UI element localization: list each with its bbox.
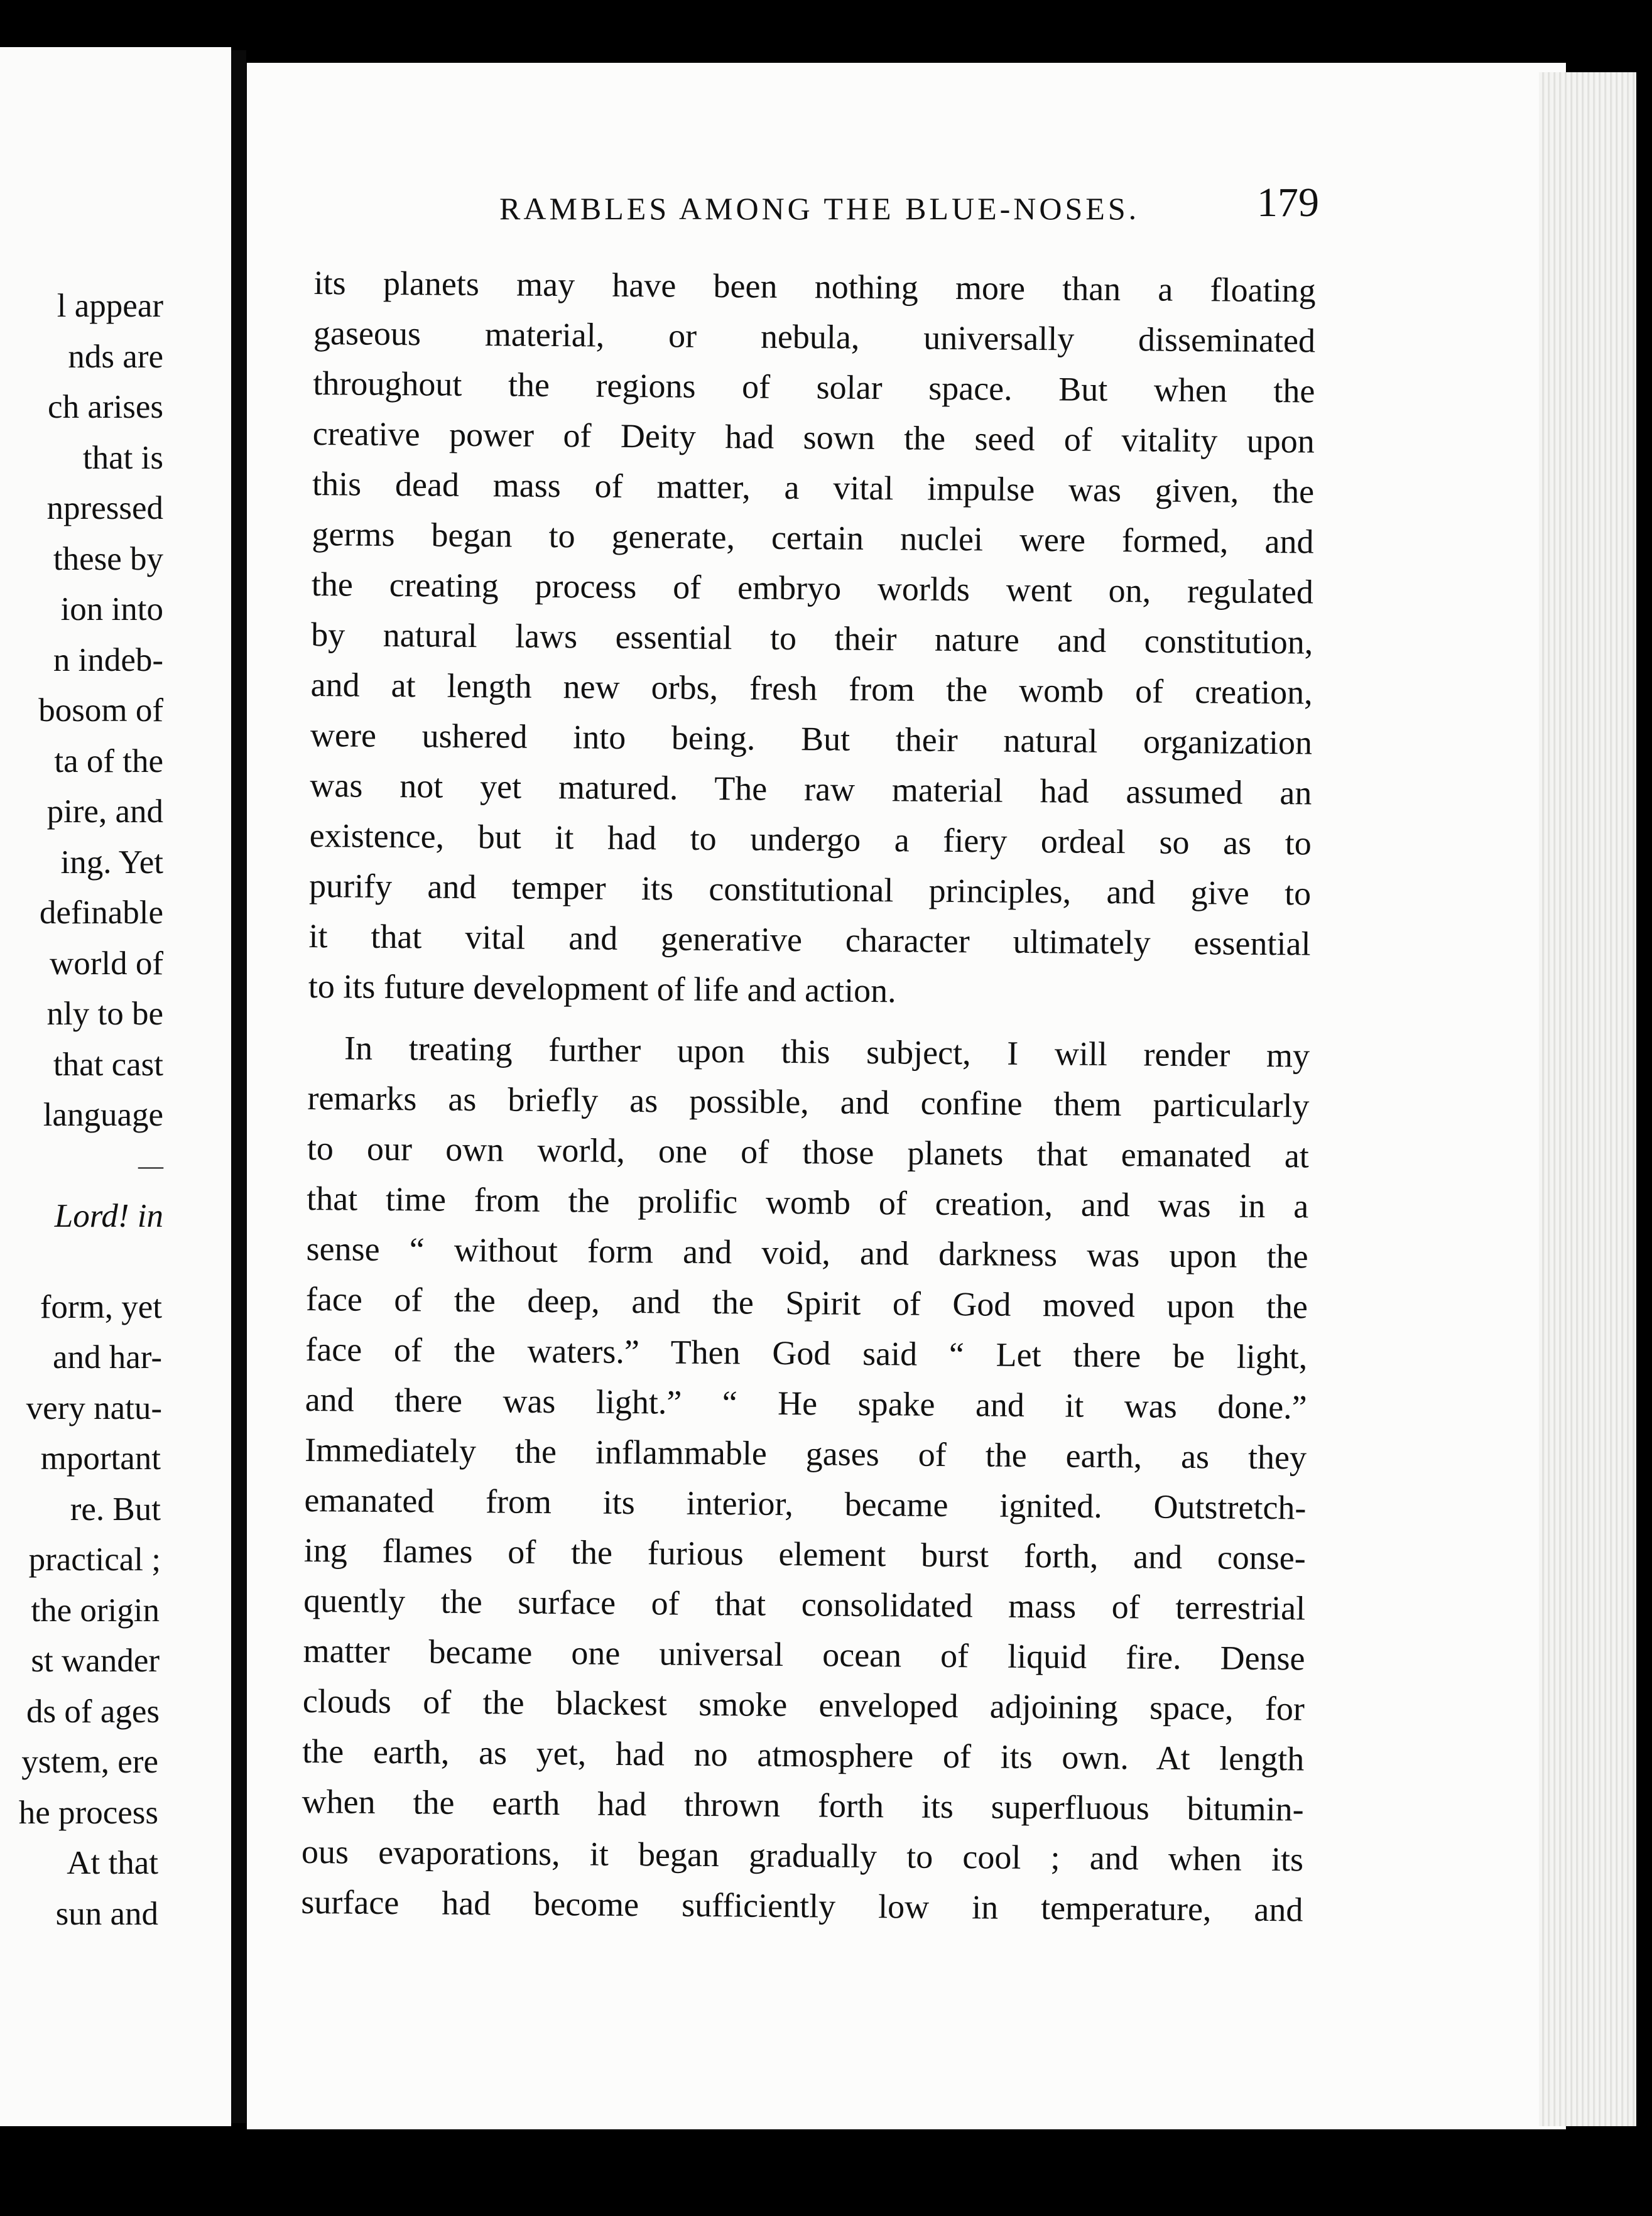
text-line: remarks as briefly as possible, and confine them particularly xyxy=(307,1078,1310,1125)
left-line: re. But xyxy=(70,1491,161,1528)
left-line: and har- xyxy=(52,1339,162,1376)
text-line: by natural laws essential to their nature and constitution, xyxy=(311,615,1313,661)
left-line: pire, and xyxy=(46,793,163,830)
left-line: very natu- xyxy=(26,1389,162,1426)
text-line: to our own world, one of those planets that emanated at xyxy=(307,1129,1310,1175)
left-line: npressed xyxy=(46,490,163,526)
page-edge xyxy=(1539,72,1636,2126)
left-line: definable xyxy=(39,894,163,931)
book-gutter xyxy=(231,50,246,2123)
text-line: were ushered into being. But their natural organization xyxy=(310,715,1313,762)
text-line: creative power of Deity had sown the seed of vitality upon xyxy=(312,414,1315,460)
text-line: that time from the prolific womb of creation, and was in a xyxy=(306,1179,1309,1225)
left-line: sun and xyxy=(55,1895,158,1932)
left-line: that is xyxy=(82,439,163,476)
text-line: purify and temper its constitutional principles, and give to xyxy=(308,866,1312,913)
left-line: he process xyxy=(18,1794,158,1831)
left-line: n indeb- xyxy=(53,641,163,678)
left-line: world of xyxy=(49,945,163,982)
left-line: nly to be xyxy=(46,996,163,1032)
left-line: that cast xyxy=(53,1046,163,1083)
text-line: surface had become sufficiently low in temperature, and xyxy=(301,1882,1303,1929)
running-head: RAMBLES AMONG THE BLUE-NOSES. xyxy=(499,191,1140,226)
left-line: l appear xyxy=(57,288,163,324)
text-line: the creating process of embryo worlds went on, regulated xyxy=(311,565,1314,611)
left-line: — xyxy=(138,1151,163,1180)
text-line: its planets may have been nothing more than a floating xyxy=(313,263,1316,310)
text-line: matter became one universal ocean of liquid fire. Dense xyxy=(303,1631,1305,1678)
text-line: gaseous material, or nebula, universally disseminated xyxy=(313,313,1316,360)
left-line: ch arises xyxy=(48,389,163,425)
text-line: to its future development of life and action. xyxy=(308,967,896,1010)
text-line: this dead mass of matter, a vital impulse was given, the xyxy=(312,464,1315,511)
text-line: quently the surface of that consolidated mass of terrestrial xyxy=(303,1581,1306,1627)
text-line: when the earth had thrown forth its superfluous bitumin- xyxy=(302,1782,1304,1828)
text-line: clouds of the blackest smoke enveloped adjoining space, for xyxy=(302,1681,1305,1728)
text-line: In treating further upon this subject, I will render my xyxy=(344,1029,1310,1075)
left-page-text xyxy=(5,281,231,1939)
left-line: nds are xyxy=(68,338,163,375)
left-line: the origin xyxy=(31,1592,160,1629)
left-line: ing. Yet xyxy=(60,844,163,881)
text-line: face of the deep, and the Spirit of God moved upon the xyxy=(305,1279,1308,1326)
text-line: face of the waters.” Then God said “ Let there be light, xyxy=(305,1330,1308,1376)
left-line: Lord! in xyxy=(54,1198,163,1234)
body-text xyxy=(301,258,1316,1935)
left-line: ta of the xyxy=(54,742,163,779)
left-line: ystem, ere xyxy=(21,1744,158,1780)
left-line: form, yet xyxy=(40,1288,162,1325)
text-line: the earth, as yet, had no atmosphere of its own. At length xyxy=(302,1732,1305,1778)
text-line: throughout the regions of solar space. But when the xyxy=(313,364,1315,410)
text-line: Immediately the inflammable gases of the earth, as they xyxy=(304,1430,1307,1477)
text-line: sense “ without form and void, and darkness was upon the xyxy=(306,1229,1308,1276)
left-line: these by xyxy=(53,540,163,577)
left-line: ds of ages xyxy=(26,1693,160,1730)
text-line: ous evaporations, it began gradually to cool ; and when its xyxy=(301,1832,1304,1879)
text-line: and at length new orbs, fresh from the womb of creation, xyxy=(310,665,1313,712)
left-page xyxy=(0,47,231,2126)
left-line: ion into xyxy=(60,591,163,627)
text-line: was not yet matured. The raw material had assumed an xyxy=(310,766,1312,812)
left-line: bosom of xyxy=(38,692,163,729)
page-number: 179 xyxy=(1257,180,1319,225)
text-line: and there was light.” “ He spake and it was done.” xyxy=(305,1380,1307,1426)
text-line: emanated from its interior, became ignited. Outstretch- xyxy=(304,1480,1307,1527)
text-line: it that vital and generative character ultimately essential xyxy=(308,916,1311,963)
left-line: mportant xyxy=(40,1440,161,1477)
text-line: ing flames of the furious element burst forth, and conse- xyxy=(303,1531,1307,1577)
left-line: At that xyxy=(67,1845,158,1881)
left-line: practical ; xyxy=(28,1541,161,1578)
text-line: existence, but it had to undergo a fiery ordeal so as to xyxy=(309,816,1312,862)
left-line: st wander xyxy=(31,1643,160,1679)
page-header xyxy=(499,179,1319,239)
text-line: germs began to generate, certain nuclei were formed, and xyxy=(312,514,1314,561)
left-line: language xyxy=(43,1097,163,1133)
